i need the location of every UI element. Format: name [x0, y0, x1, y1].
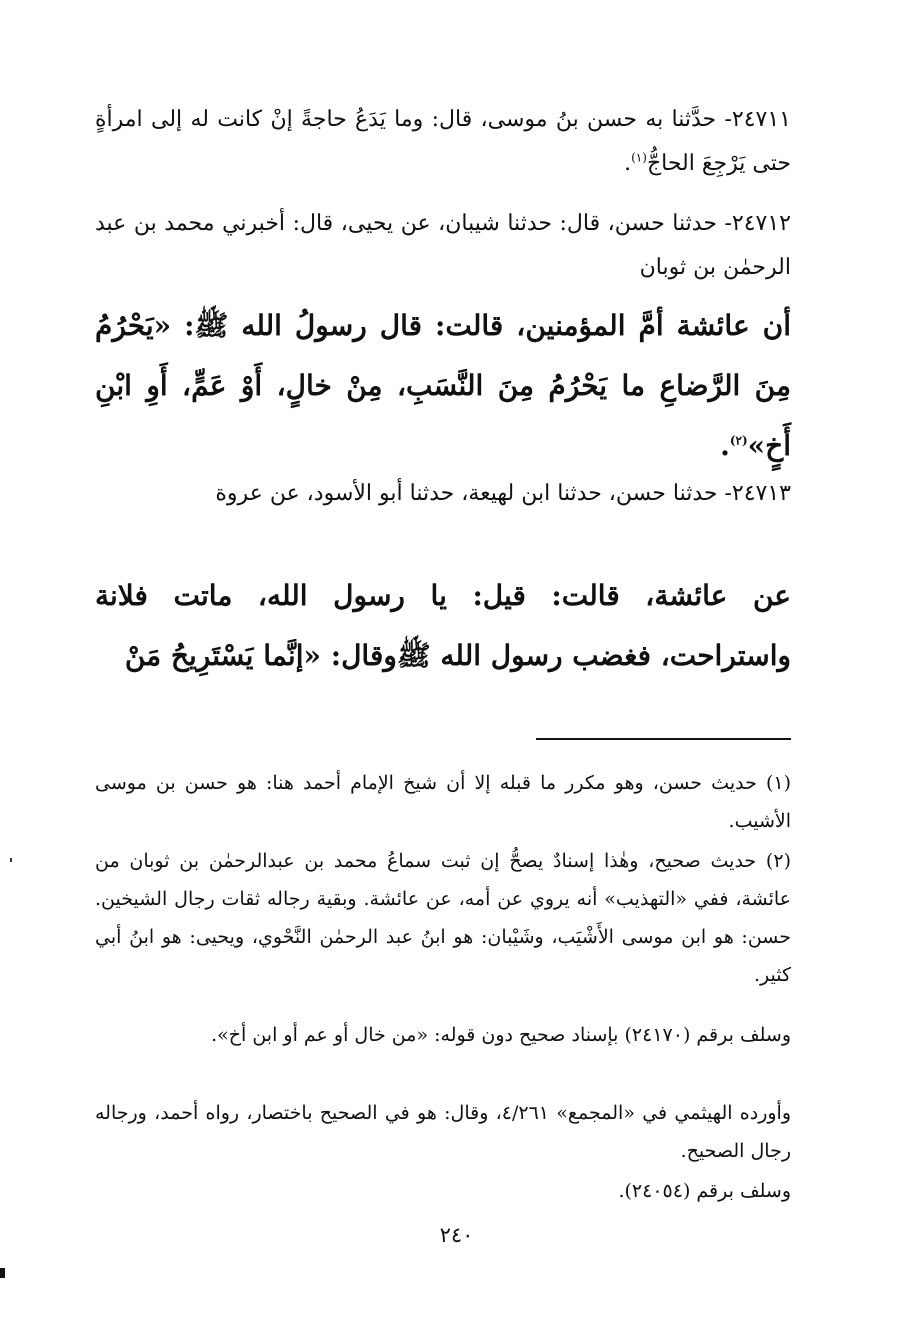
hadith-24712-matn-text: أن عائشة أمَّ المؤمنين، قالت: قال رسولُ الله ﷺ: «يَحْرُمُ مِنَ الرَّضاعِ ما يَحْرُمُ مِنَ النَّسَبِ، مِنْ خالٍ، أَوْ عَمٍّ، أَوِ ابْنِ أَخٍ»	[95, 309, 791, 462]
footnote-ref-1: (١)	[631, 150, 647, 165]
footnote-2-cross-reference-text: وسلف برقم (٢٤١٧٠) بإسناد صحيح دون قوله: «من خال أو عم أو ابن أخ».	[211, 1024, 791, 1046]
footnote-ref-2: (٢)	[729, 433, 748, 448]
hadith-24712-matn	[95, 296, 791, 476]
footnote-1-text: (١) حديث حسن، وهو مكرر ما قبله إلا أن شيخ الإمام أحمد هنا: هو حسن بن موسى الأشيب.	[95, 772, 791, 832]
hadith-24713-matn-text: عن عائشة، قالت: قيل: يا رسول الله، ماتت فلانة واستراحت، فغضب رسول الله ﷺوقال: «إنَّما يَسْتَرِيحُ مَنْ	[95, 579, 791, 672]
footnote-2-haythami-text: وأورده الهيثمي في «المجمع» ٤/٢٦١، وقال: هو في الصحيح باختصار، رواه أحمد، ورجاله رجال الصحيح.	[95, 1102, 792, 1162]
footnote-1	[95, 764, 791, 840]
hadith-24713-isnad	[95, 472, 791, 516]
hadith-24713-matn	[95, 566, 791, 686]
hadith-24712-head: ٢٤٧١٢- حدثنا حسن، قال: حدثنا شيبان، عن يحيى، قال: أخبرني محمد بن عبد الرحمٰن بن ثوبان	[95, 211, 791, 280]
hadith-24712-isnad	[95, 202, 791, 290]
scan-edge-dot	[10, 858, 12, 862]
hadith-24711-end: .	[624, 151, 632, 176]
page-number: ٢٤٠	[439, 1223, 474, 1247]
hadith-24713-head: ٢٤٧١٣- حدثنا حسن، حدثنا ابن لهيعة، حدثنا أبو الأسود، عن عروة	[215, 481, 791, 506]
footnote-2-haythami	[95, 1094, 791, 1170]
footnote-2-cross-reference	[95, 1016, 791, 1054]
hadith-24712-end: .	[720, 429, 730, 462]
hadith-24711-text: ٢٤٧١١- حدَّثنا به حسن بنُ موسى، قال: وما يَدَعُ حاجةً إنْ كانت له إلى امرأةٍ حتى يَرْجِعَ الحاجُّ	[95, 107, 791, 176]
footnote-2-see-also	[95, 1172, 791, 1210]
footnote-2-text: (٢) حديث صحيح، وهٰذا إسنادٌ يصحُّ إن ثبت سماعُ محمد بن عبدالرحمٰن بن ثوبان من عائشة، ففي «التهذيب» أنه يروي عن أمه، عن عائشة. وبقية رجاله ثقات رجال الشيخين. حسن: هو ابن موسى الأَشْيَب، وشَيْبان: هو ابنُ عبد الرحمٰن النَّحْوي، ويحيى: هو ابنُ أبي كثير.	[95, 850, 791, 986]
footnote-2	[95, 842, 791, 994]
footnote-separator	[536, 738, 791, 740]
footnote-2-see-also-text: وسلف برقم (٢٤٠٥٤).	[618, 1180, 791, 1202]
scan-edge-mark	[0, 1268, 5, 1278]
hadith-24711	[95, 98, 791, 186]
